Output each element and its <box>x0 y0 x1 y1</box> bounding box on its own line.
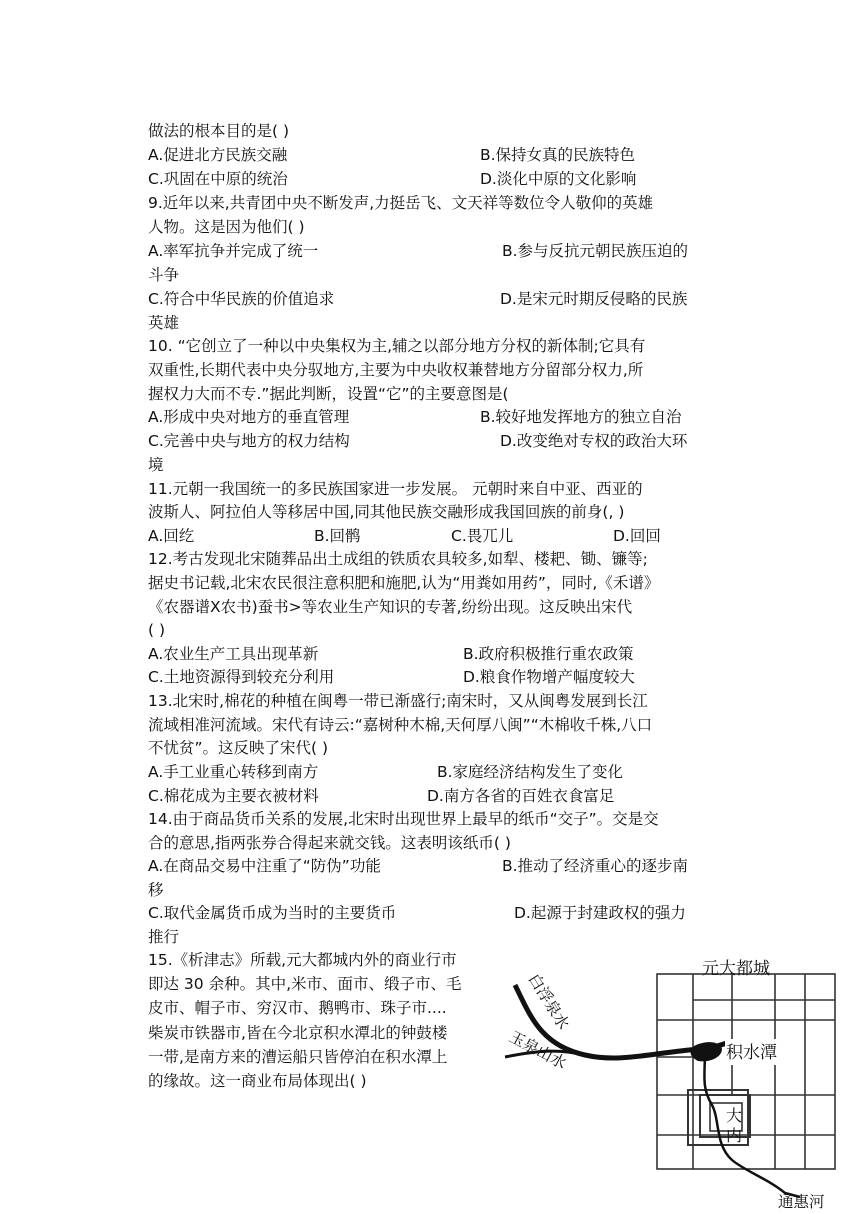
option-c: C.完善中央与地方的权力结构 <box>148 432 350 450</box>
text-line: 不忧贫”。这反映了宋代( ) <box>148 739 329 757</box>
text-line: 英雄 <box>148 314 180 332</box>
option-d: D.是宋元时期反侵略的民族 <box>500 290 688 308</box>
text-line: 移 <box>148 881 164 899</box>
option-d: D.淡化中原的文化影响 <box>480 170 637 188</box>
option-a: A.形成中央对地方的垂直管理 <box>148 408 350 426</box>
option-c: C.畏兀儿 <box>451 527 514 545</box>
text-line: 斗争 <box>148 266 180 284</box>
option-b: B.参与反抗元朝民族压迫的 <box>502 242 689 260</box>
city-walls <box>657 974 835 1169</box>
label-tonghui: 通惠河 <box>778 1193 825 1210</box>
text-line: 据史书记载,北宋农民很注意积肥和施肥,认为“用粪如用药”，同时,《禾谱》 <box>148 574 660 592</box>
text-line: 一带,是南方来的漕运船只皆停泊在积水潭上 <box>148 1047 448 1066</box>
question-13: 13.北宋时,棉花的种植在闽粤一带已渐盛行;南宋时，又从闽粤发展到长江 <box>148 692 648 710</box>
label-palace-bottom: 内 <box>726 1126 743 1145</box>
option-d: D.起源于封建政权的强力 <box>514 904 686 922</box>
text-line: ( ) <box>148 621 166 639</box>
option-b: B.较好地发挥地方的独立自治 <box>480 408 682 426</box>
option-b: B.推动了经济重心的逐步南 <box>502 857 689 875</box>
option-b: B.保持女真的民族特色 <box>480 146 636 164</box>
text-line: 双重性,长期代表中央分驭地方,主要为中央收权兼替地方分留部分权力,所 <box>148 361 644 379</box>
dadu-map <box>500 945 855 1210</box>
lake-jishuitan <box>691 1042 722 1061</box>
label-jishuitan: 积水潭 <box>726 1043 777 1063</box>
option-a: A.在商品交易中注重了“防伪”功能 <box>148 857 381 875</box>
text-line: 流域相准河流域。宋代有诗云:“嘉树种木棉,天何厚八闽”“木棉收千株,八口 <box>148 716 653 734</box>
label-baifu: 白浮泉水 <box>524 970 573 1033</box>
option-c: C.棉花成为主要衣被材料 <box>148 787 319 805</box>
text-line: 人物。这是因为他们( ) <box>148 218 305 236</box>
text-line: 合的意思,指两张券合得起来就交钱。这表明该纸币( ) <box>148 834 511 852</box>
text-line: 握权力大而不专.”据此判断，设置“它”的主要意图是( <box>148 385 509 403</box>
option-b: B.回鹘 <box>314 527 361 545</box>
option-d: D.改变绝对专权的政治大环 <box>500 432 688 450</box>
text-line: 做法的根本目的是( ) <box>148 122 290 140</box>
option-d: D.南方各省的百姓衣食富足 <box>427 787 615 805</box>
option-b: B.家庭经济结构发生了变化 <box>437 763 624 781</box>
text-line: 皮市、帽子市、穷汉市、鹅鸭市、珠子市.... <box>148 999 447 1018</box>
label-yuquan: 玉泉山水 <box>506 1027 570 1073</box>
label-palace-top: 大 <box>726 1106 743 1125</box>
canal-tonghui <box>704 1057 800 1197</box>
text-line: 波斯人、阿拉伯人等移居中国,同其他民族交融形成我国回族的前身(, ) <box>148 503 625 521</box>
map-title: 元大都城 <box>702 959 770 979</box>
question-10: 10. “它创立了一种以中央集权为主,辅之以部分地方分权的新体制;它具有 <box>148 337 646 355</box>
option-a: A.促进北方民族交融 <box>148 146 288 164</box>
text-line: 《农器谱Ⅹ农书)蚕书>等农业生产知识的专著,纷纷出现。这反映出宋代 <box>148 598 633 616</box>
option-b: B.政府积极推行重农政策 <box>463 645 634 663</box>
text-line: 的缘故。这一商业布局体现出( ) <box>148 1071 367 1090</box>
text-line: 即达 30 余种。其中,米市、面市、缎子市、毛 <box>148 975 462 994</box>
question-9: 9.近年以来,共青团中央不断发声,力挺岳飞、文天祥等数位令人敬仰的英雄 <box>148 194 654 212</box>
option-a: A.农业生产工具出现革新 <box>148 645 319 663</box>
question-15 <box>148 948 498 1093</box>
option-c: C.符合中华民族的价值追求 <box>148 290 335 308</box>
option-d: D.粮食作物增产幅度较大 <box>463 668 635 686</box>
text-line: 境 <box>148 456 164 474</box>
option-d: D.回回 <box>613 527 661 545</box>
option-a: A.手工业重心转移到南方 <box>148 763 319 781</box>
text-line: 15.《析津志》所载,元大都城内外的商业行市 <box>148 951 457 969</box>
question-12: 12.考古发现北宋随葬品出土成组的铁质农具较多,如犁、楼耙、锄、镰等; <box>148 550 648 568</box>
option-c: C.巩固在中原的统治 <box>148 170 288 188</box>
option-a: A.回纥 <box>148 527 195 545</box>
question-14: 14.由于商品货币关系的发展,北宋时出现世界上最早的纸币“交子”。交是交 <box>148 810 659 828</box>
option-c: C.取代金属货币成为当时的主要货币 <box>148 904 397 922</box>
option-c: C.土地资源得到较充分利用 <box>148 668 335 686</box>
question-11: 11.元朝一我国统一的多民族国家进一步发展。 元朝时来自中亚、西亚的 <box>148 480 643 498</box>
text-line: 柴炭市铁器市,皆在今北京积水潭北的钟鼓楼 <box>148 1023 448 1042</box>
text-line: 推行 <box>148 928 180 946</box>
option-a: A.率军抗争并完成了统一 <box>148 242 319 260</box>
